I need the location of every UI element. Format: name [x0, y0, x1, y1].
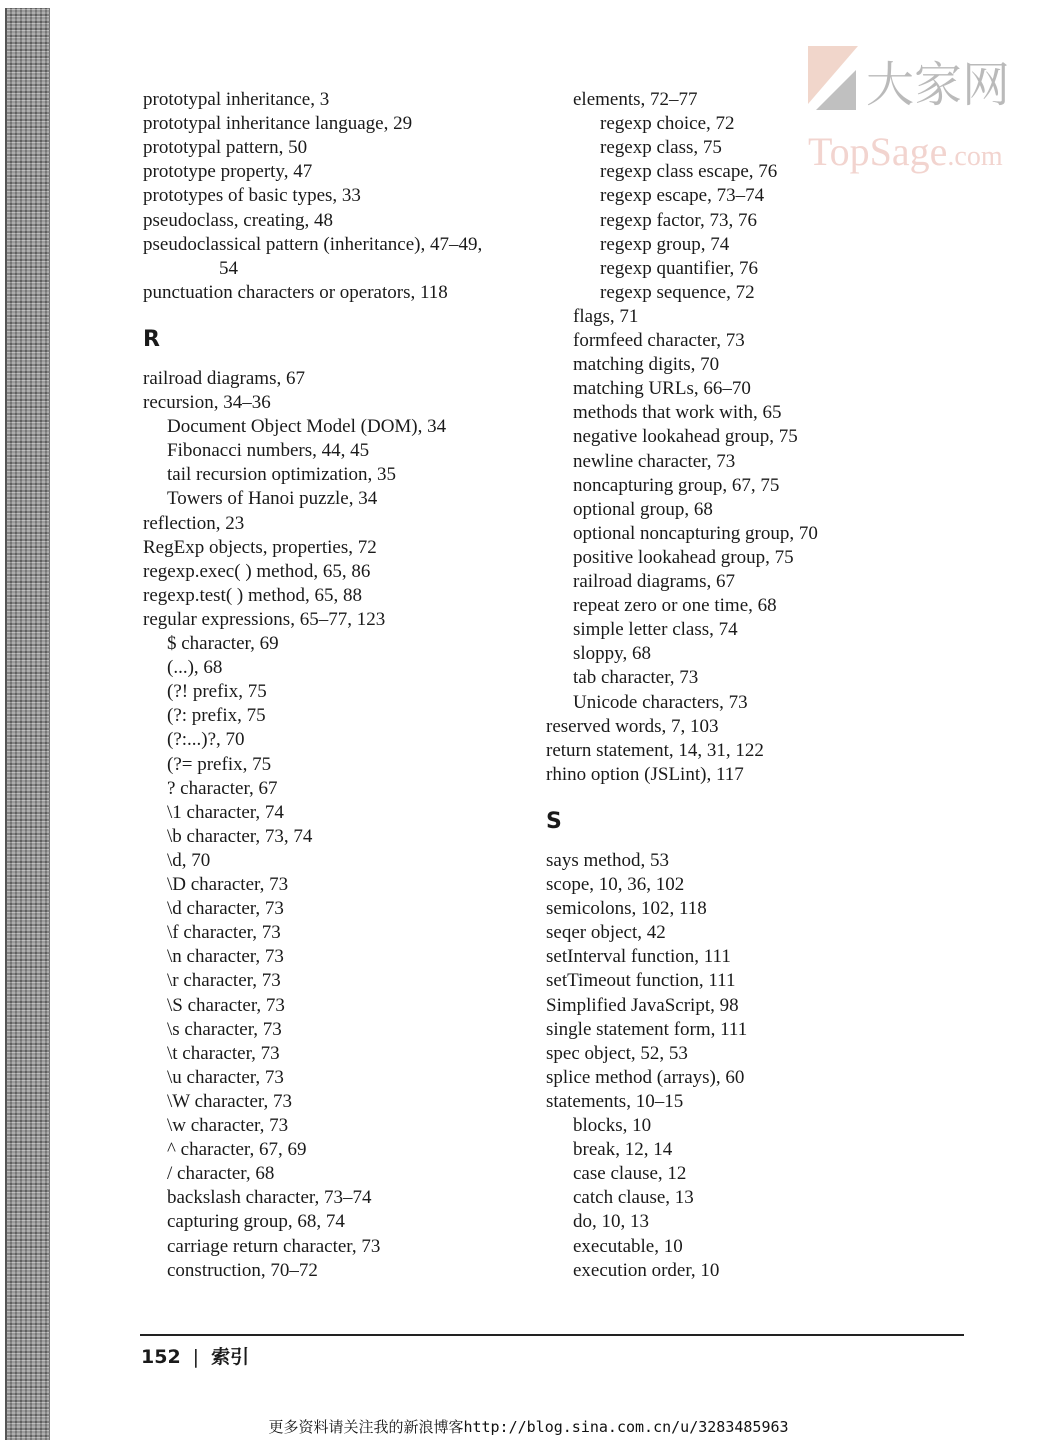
footer-separator: |	[192, 1346, 200, 1368]
index-entry: case clause, 12	[573, 1163, 687, 1185]
index-entry: \1 character, 74	[167, 801, 284, 823]
index-entry: \u character, 73	[167, 1066, 284, 1088]
index-entry: optional group, 68	[573, 498, 713, 520]
index-entry: ? character, 67	[167, 777, 278, 799]
index-entry: regexp escape, 73–74	[600, 185, 765, 207]
index-entry: \D character, 73	[167, 874, 289, 895]
watermark-cn: 大家网	[866, 57, 1011, 113]
footer-rule	[140, 1334, 964, 1336]
index-entry: regexp sequence, 72	[600, 281, 755, 303]
index-entry: execution order, 10	[573, 1259, 720, 1281]
index-entry: \d character, 73	[167, 898, 284, 920]
index-entry: prototype property, 47	[143, 161, 313, 183]
index-entry: noncapturing group, 67, 75	[573, 474, 780, 496]
index-entry: punctuation characters or operators, 118	[143, 281, 448, 303]
index-entry: setInterval function, 111	[546, 946, 731, 968]
index-entry: splice method (arrays), 60	[546, 1066, 745, 1088]
index-entry: prototypal inheritance language, 29	[143, 113, 413, 135]
index-entry: \S character, 73	[167, 994, 285, 1016]
index-entry: (...), 68	[167, 657, 223, 679]
index-entry: spec object, 52, 53	[546, 1042, 688, 1064]
index-entry: backslash character, 73–74	[167, 1187, 372, 1209]
index-entry: ^ character, 67, 69	[167, 1139, 307, 1161]
scan-edge-strip	[5, 8, 50, 1440]
index-entry: negative lookahead group, 75	[573, 426, 798, 448]
index-entry: blocks, 10	[573, 1115, 652, 1136]
index-entry: tail recursion optimization, 35	[167, 464, 397, 486]
index-entry: capturing group, 68, 74	[167, 1211, 345, 1233]
index-entry: railroad diagrams, 67	[143, 367, 305, 389]
watermark-logo	[808, 40, 1048, 210]
index-entry: single statement form, 111	[546, 1018, 748, 1040]
index-entry: regexp.exec( ) method, 65, 86	[143, 560, 371, 582]
index-entry: \W character, 73	[167, 1090, 292, 1112]
index-entry: Document Object Model (DOM), 34	[167, 416, 447, 438]
watermark-en	[808, 128, 1003, 175]
index-entry: \r character, 73	[167, 970, 281, 992]
index-entry: 54	[219, 257, 238, 279]
index-entry: statements, 10–15	[546, 1090, 684, 1112]
index-entry: / character, 68	[167, 1163, 275, 1185]
index-entry: do, 10, 13	[573, 1211, 649, 1233]
index-entry: setTimeout function, 111	[546, 970, 736, 992]
index-entry: seqer object, 42	[546, 922, 666, 944]
index-entry: \s character, 73	[167, 1018, 282, 1040]
index-entry: regular expressions, 65–77, 123	[143, 608, 386, 630]
index-entry: prototypal inheritance, 3	[143, 89, 330, 110]
section-header: R	[143, 326, 160, 352]
index-entry: Towers of Hanoi puzzle, 34	[167, 488, 378, 510]
index-entry: formfeed character, 73	[573, 330, 745, 351]
index-entry: reserved words, 7, 103	[546, 715, 719, 737]
scan-caption: 更多资料请关注我的新浪博客http://blog.sina.com.cn/u/3283485963	[268, 1418, 789, 1436]
page-number: 152	[141, 1346, 181, 1368]
index-entry: elements, 72–77	[573, 89, 698, 110]
index-entry: newline character, 73	[573, 450, 736, 472]
index-entry: (?= prefix, 75	[167, 753, 272, 775]
index-entry: simple letter class, 74	[573, 619, 738, 641]
page-footer	[141, 1342, 249, 1369]
index-entry: RegExp objects, properties, 72	[143, 536, 377, 558]
watermark-domain: .com	[947, 141, 1003, 172]
index-entry: construction, 70–72	[167, 1259, 318, 1281]
index-entry: \t character, 73	[167, 1042, 280, 1064]
index-entry: says method, 53	[546, 849, 669, 871]
index-entry: $ character, 69	[167, 633, 279, 654]
index-entry: Simplified JavaScript, 98	[546, 994, 739, 1016]
index-entry: Fibonacci numbers, 44, 45	[167, 440, 370, 462]
index-entry: recursion, 34–36	[143, 392, 271, 413]
index-entry: repeat zero or one time, 68	[573, 595, 777, 617]
index-entry: regexp quantifier, 76	[600, 257, 759, 279]
index-entry: catch clause, 13	[573, 1187, 694, 1209]
watermark-triangle-shape	[816, 70, 856, 110]
index-entry: return statement, 14, 31, 122	[546, 739, 764, 761]
index-entry: methods that work with, 65	[573, 402, 782, 424]
index-entry: flags, 71	[573, 305, 639, 327]
index-entry: pseudoclassical pattern (inheritance), 47–49,	[143, 233, 483, 255]
index-entry: matching digits, 70	[573, 354, 720, 376]
section-header: S	[546, 808, 562, 834]
index-entry: \b character, 73, 74	[167, 825, 313, 847]
index-entry: (?: prefix, 75	[167, 705, 266, 727]
index-entry: sloppy, 68	[573, 643, 651, 665]
index-entry: (?! prefix, 75	[167, 681, 267, 703]
index-entry: semicolons, 102, 118	[546, 898, 707, 920]
index-entry: \w character, 73	[167, 1115, 289, 1136]
index-entry: executable, 10	[573, 1235, 683, 1257]
index-entry: regexp class escape, 76	[600, 161, 778, 183]
index-entry: \n character, 73	[167, 946, 284, 968]
index-entry: regexp class, 75	[600, 137, 722, 159]
index-entry: rhino option (JSLint), 117	[546, 763, 744, 785]
index-entry: positive lookahead group, 75	[573, 546, 794, 568]
watermark-triangle-shape	[808, 46, 858, 104]
index-entry: regexp.test( ) method, 65, 88	[143, 584, 362, 606]
index-entry: regexp group, 74	[600, 233, 730, 255]
index-entry: regexp choice, 72	[600, 113, 735, 135]
index-entry: Unicode characters, 73	[573, 691, 748, 713]
index-entry: (?:...)?, 70	[167, 729, 245, 751]
index-entry: scope, 10, 36, 102	[546, 874, 685, 895]
index-entry: \d, 70	[167, 849, 211, 871]
index-entry: prototypal pattern, 50	[143, 137, 308, 159]
footer-section: 索引	[211, 1346, 250, 1368]
index-entry: regexp factor, 73, 76	[600, 209, 757, 231]
index-entry: pseudoclass, creating, 48	[143, 209, 333, 231]
index-entry: railroad diagrams, 67	[573, 571, 735, 592]
watermark-brand: TopSage	[808, 129, 948, 174]
index-entry: \f character, 73	[167, 922, 281, 944]
index-entry: carriage return character, 73	[167, 1235, 381, 1257]
index-entry: optional noncapturing group, 70	[573, 522, 818, 544]
index-entry: prototypes of basic types, 33	[143, 185, 361, 207]
index-entry: break, 12, 14	[573, 1139, 673, 1161]
index-entry: reflection, 23	[143, 512, 245, 534]
index-entry: tab character, 73	[573, 667, 699, 689]
index-entry: matching URLs, 66–70	[573, 378, 751, 400]
